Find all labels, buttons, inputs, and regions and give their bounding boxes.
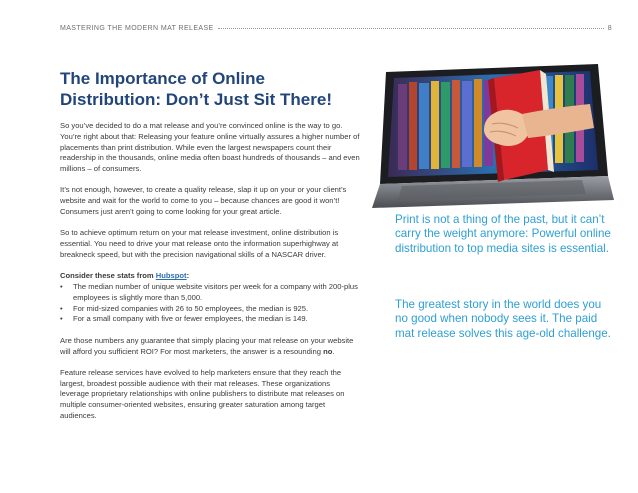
paragraph-services: Feature release services have evolved to help marketers ensure that they reach the largest, broadest possible audience with their mat releases. These organizations leverage proprietary relationships with online publishers to distribute mat releases on multiple consumer-oriented websites, ensuring greater saturation among target audiences.: [60, 367, 345, 421]
stat-text: The median number of unique website visitors per week for a company with 200-plus employees is slightly more than 5,000.: [73, 282, 358, 302]
paragraph-distribution: So to achieve optimum return on your mat release investment, online distribution is essential. You need to drive your mat release onto the information superhighway at breakneck speed, but with the precision navigational skills of a NASCAR driver.: [60, 228, 339, 259]
paragraph-roi: [60, 336, 360, 358]
bullet-icon: •: [60, 282, 63, 292]
pullquote-story: The greatest story in the world does you no good when nobody sees it. The paid mat release solves this age-old challenge.: [395, 298, 611, 340]
stats-lead-colon: :: [186, 271, 190, 281]
stats-list: [60, 282, 360, 325]
bullet-icon: •: [60, 314, 63, 324]
stat-text: For a small company with five or fewer employees, the median is 149.: [73, 314, 308, 324]
roi-answer: no: [323, 346, 333, 356]
roi-text: Are those numbers any guarantee that simply placing your mat release on your website will afford you sufficient ROI? For most marketers, the answer is a resounding: [60, 335, 354, 356]
paragraph-intro: So you’ve decided to do a mat release and you’re convinced online is the way to go. You’re right about that: Releasing your feature online virtually assures a higher number of placements than print distribution. While even the largest newspapers count their readership in the thousands, online media often boast hundreds of thousands – and even millions – of consumers.: [60, 121, 360, 174]
bullet-icon: •: [60, 303, 63, 313]
running-header: [60, 22, 612, 34]
page-number: 8: [607, 24, 612, 32]
paragraph-not-enough: It’s not enough, however, to create a quality release, slap it up on your or your client’s website and wait for the world to come to you – because chances are good it won’t! Consumers just aren’t going to come looking for your great article.: [60, 185, 347, 217]
list-item: [60, 314, 360, 325]
stats-lead-text: Consider these stats from: [60, 271, 156, 281]
article-body: [60, 121, 360, 432]
running-header-title: MASTERING THE MODERN MAT RELEASE: [60, 24, 214, 32]
laptop-book-photo: [372, 58, 614, 210]
page-title-line-2: Distribution: Don’t Just Sit There!: [60, 90, 332, 109]
page-title: [60, 68, 370, 110]
stat-text: For mid-sized companies with 26 to 50 employees, the median is 925.: [73, 303, 309, 313]
stats-lead: [60, 271, 360, 282]
list-item: [60, 282, 360, 304]
leader-dots: [218, 27, 604, 29]
page-title-line-1: The Importance of Online: [60, 69, 265, 88]
hubspot-link[interactable]: Hubspot: [155, 271, 187, 281]
pullquote-print: Print is not a thing of the past, but it can’t carry the weight anymore: Powerful online distribution to top media sites is essential.: [395, 213, 611, 255]
list-item: [60, 304, 360, 315]
roi-period: .: [332, 346, 335, 356]
